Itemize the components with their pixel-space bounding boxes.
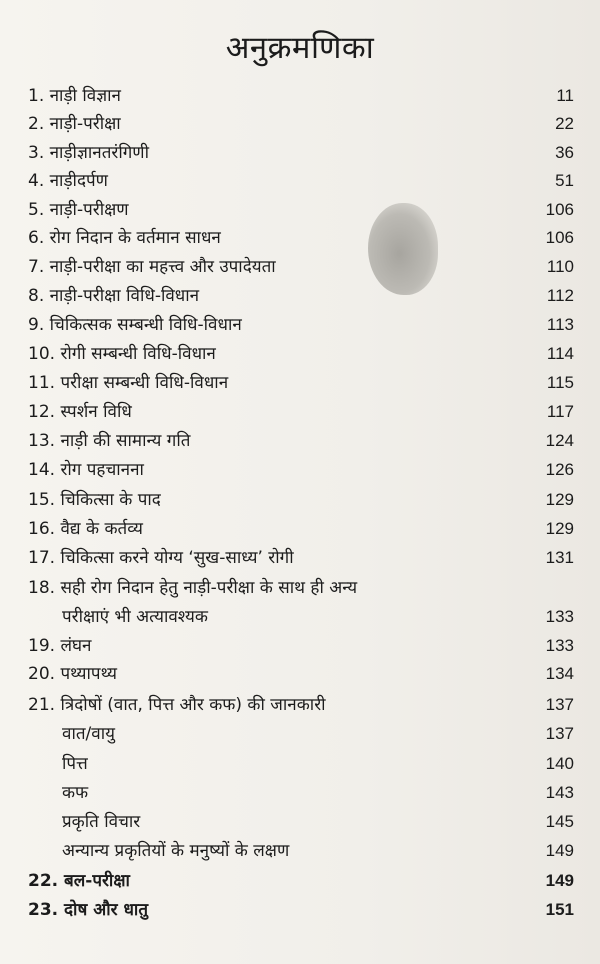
toc-entry-label: 5. नाड़ी-परीक्षण	[28, 200, 129, 220]
toc-entry-page: 124	[545, 431, 574, 450]
toc-entry	[0, 867, 600, 895]
toc-entry	[0, 427, 600, 455]
toc-entry-label: 11. परीक्षा सम्बन्धी विधि-विधान	[28, 373, 229, 393]
toc-entry	[0, 691, 600, 719]
toc-entry	[0, 515, 600, 543]
toc-entry-page: 36	[555, 143, 574, 162]
toc-entry-label: 2. नाड़ी-परीक्षा	[28, 114, 121, 134]
toc-entry	[0, 369, 600, 397]
toc-entry	[0, 486, 600, 514]
toc-entry-label: 3. नाड़ीज्ञानतरंगिणी	[28, 143, 150, 163]
toc-entry-page: 133	[545, 636, 574, 655]
toc-entry-page: 22	[555, 114, 574, 133]
toc-entry-page: 110	[546, 257, 574, 276]
toc-subentry	[0, 720, 600, 748]
toc-entry-page: 129	[545, 519, 574, 538]
toc-entry-label: 6. रोग निदान के वर्तमान साधन	[28, 228, 221, 248]
toc-entry-page: 129	[545, 490, 574, 509]
toc-entry-label: 21. त्रिदोषों (वात, पित्त और कफ) की जानकारी	[28, 695, 326, 715]
toc-subentry	[0, 837, 600, 865]
toc-subentry-label: वात/वायु	[62, 724, 115, 744]
page-title: अनुक्रमणिका	[225, 30, 375, 66]
toc-entry	[0, 167, 600, 195]
toc-entry-label: 18. सही रोग निदान हेतु नाड़ी-परीक्षा के साथ ही अन्य	[28, 578, 358, 598]
toc-entry-label: परीक्षाएं भी अत्यावश्यक	[62, 607, 208, 627]
toc-subentry	[0, 808, 600, 836]
toc-entry	[0, 896, 600, 924]
toc-entry	[0, 456, 600, 484]
toc-entry-page: 117	[546, 402, 574, 421]
toc-entry	[0, 311, 600, 339]
toc-entry	[0, 82, 600, 110]
toc-entry-continuation	[0, 603, 600, 631]
toc-entry-label: 20. पथ्यापथ्य	[28, 664, 117, 684]
toc-entry	[0, 196, 600, 224]
toc-entry	[0, 282, 600, 310]
toc-entry	[0, 224, 600, 252]
toc-entry-page: 115	[546, 373, 574, 392]
toc-subentry-label: प्रकृति विचार	[62, 812, 141, 832]
toc-entry-page: 137	[545, 695, 574, 714]
toc-entry	[0, 398, 600, 426]
toc-entry-label: 22. बल-परीक्षा	[28, 871, 130, 891]
toc-entry	[0, 544, 600, 572]
toc-entry-label: 4. नाड़ीदर्पण	[28, 171, 108, 191]
toc-subentry-page: 140	[545, 754, 574, 773]
toc-subentry-page: 137	[545, 724, 574, 743]
toc-subentry-page: 149	[545, 841, 574, 860]
toc-entry	[0, 632, 600, 660]
toc-entry-label: 16. वैद्य के कर्तव्य	[28, 519, 143, 539]
toc-subentry-label: पित्त	[62, 754, 88, 774]
toc-entry-label: 17. चिकित्सा करने योग्य ‘सुख-साध्य’ रोगी	[28, 548, 294, 568]
toc-entry	[0, 139, 600, 167]
toc-entry	[0, 110, 600, 138]
toc-entry-label: 9. चिकित्सक सम्बन्धी विधि-विधान	[28, 315, 242, 335]
toc-entry-label: 10. रोगी सम्बन्धी विधि-विधान	[28, 344, 216, 364]
toc-entry-label: 19. लंघन	[28, 636, 92, 656]
toc-entry	[0, 340, 600, 368]
toc-entry-label: 7. नाड़ी-परीक्षा का महत्त्व और उपादेयता	[28, 257, 276, 277]
toc-subentry	[0, 750, 600, 778]
toc-entry-label: 23. दोष और धातु	[28, 900, 149, 920]
toc-entry-page: 112	[546, 286, 574, 305]
toc-entry	[0, 574, 600, 602]
toc-entry-page: 133	[545, 607, 574, 626]
toc-entry-page: 126	[545, 460, 574, 479]
toc-entry	[0, 253, 600, 281]
toc-entry-page: 113	[546, 315, 574, 334]
toc-subentry-page: 143	[545, 783, 574, 802]
toc-entry-label: 8. नाड़ी-परीक्षा विधि-विधान	[28, 286, 200, 306]
toc-subentry	[0, 779, 600, 807]
toc-subentry-label: कफ	[62, 783, 89, 803]
toc-entry-label: 14. रोग पहचानना	[28, 460, 144, 480]
toc-entry-page: 131	[545, 548, 574, 567]
toc-entry-page: 114	[546, 344, 574, 363]
toc-entry-label: 15. चिकित्सा के पाद	[28, 490, 161, 510]
toc-entry	[0, 660, 600, 688]
toc-entry-page: 151	[545, 900, 574, 919]
toc-entry-label: 13. नाड़ी की सामान्य गति	[28, 431, 191, 451]
toc-entry-page: 106	[545, 200, 574, 219]
toc-entry-label: 12. स्पर्शन विधि	[28, 402, 132, 422]
toc-entry-page: 51	[555, 171, 574, 190]
toc-entry-page: 11	[556, 86, 574, 105]
toc-entry-label: 1. नाड़ी विज्ञान	[28, 86, 121, 106]
toc-subentry-label: अन्यान्य प्रकृतियों के मनुष्यों के लक्षण	[62, 841, 290, 861]
toc-entry-page: 134	[545, 664, 574, 683]
toc-entry-page: 106	[545, 228, 574, 247]
toc-subentry-page: 145	[545, 812, 574, 831]
toc-entry-page: 149	[545, 871, 574, 890]
